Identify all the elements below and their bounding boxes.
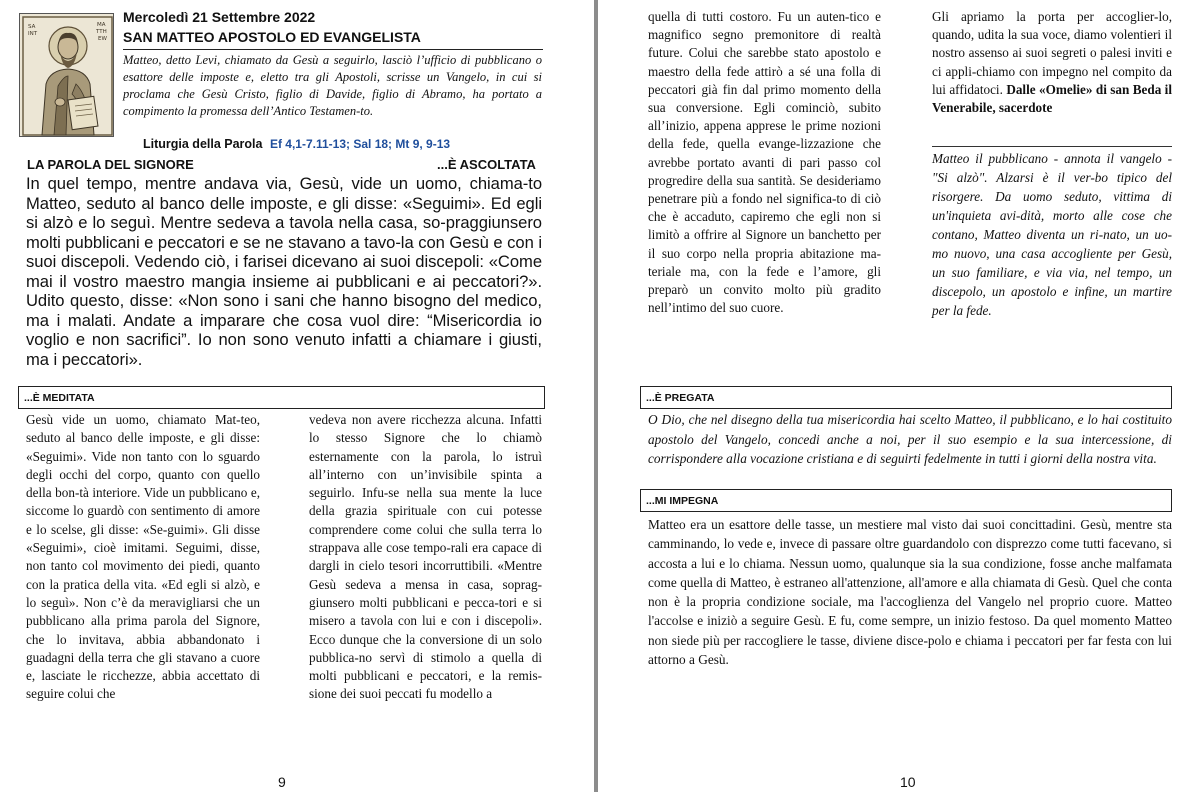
- commitment-section-header: [640, 489, 1172, 512]
- svg-text:MA: MA: [97, 22, 106, 28]
- homily-source: Dalle «Omelie» di san Beda il Venerabile, sacerdote: [932, 81, 1173, 116]
- commitment-text: Matteo era un esattore delle tasse, un mestiere mal visto dai suoi concittadini. Gesù, mentre sta camminando, lo vede e, invece di passare oltre guardandolo con disprezzo come tutti facevano, si accosta a lui e lo chiama. Nessun uomo, qualunque sia la sua condizione, fosse anche malfamata come quella di Matteo, è estraneo all'attenzione, all'amore e alla chiamata di Gesù. Quel che conta non è la propria condizione sociale, ma l'accoglienza del Vangelo nel proprio cuore. Matteo l'accolse e iniziò a seguire Gesù. E fu, come sempre, un inizio festoso. Da quel momento Matteo non siede più per raccogliere le tasse, diviene disce-polo e chiama i peccatori per far festa con lui attorno a Gesù.: [648, 517, 1172, 668]
- meditation-column-2: vedeva non avere ricchezza alcuna. Infatti lo stesso Signore che lo chiamò esternamente con la parola, lo istruì all’interno con un’invisibile spinta a seguirlo. Infu-se nella sua mente la luce della grazia spirituale con cui potesse comprendere come colui che sulla terra lo strappava alle cose tempo-rali era capace di dargli in cielo tesori incorruttibili. «Mentre Gesù sedeva a mensa in casa, soprag-giunsero molti pubblicani e pecca-tori e si misero a tavola con lui e con i discepoli». Ecco dunque che la conversione di un solo pubblica-no servì di stimolo a quella di molti pubblicani e peccatori, e la remis-sione dei suoi peccati fu modello a: [309, 412, 542, 702]
- meditation-column-1: Gesù vide un uomo, chiamato Mat-teo, seduto al banco delle imposte, e gli disse: «Seguimi». Vide non tanto con lo sguardo degli occhi del corpo, quanto con quello della bon-tà interiore. Vide un pubblicano e, siccome lo guardò con sentimento di amore e lo scelse, gli disse: «Se-guimi». Gli disse «Seguimi», cioè imitami. Seguimi, disse, non tanto col movimento dei piedi, quanto con la pratica della vita. «Ed egli si alzò, e lo seguì». Non c’è da meravigliarsi che un pubblicano alla prima parola del Signore, che lo invitava, abbia abbandonato i guadagni della terra che gli stavano a cuore e, lasciate le ricchezze, abbia accettato di seguire colui che: [26, 412, 260, 702]
- prayer-text: O Dio, che nel disegno della tua misericordia hai scelto Matteo, il pubblicano, e lo hai costituito apostolo del Vangelo, concedi anche a noi, per il suo esempio e la sua intercessione, di corrispondere alla vocazione cristiana e di seguirti fedelmente in tutti i giorni della nostra vita.: [648, 412, 1172, 467]
- listened-label: ...È ASCOLTATA: [437, 157, 536, 172]
- svg-text:EW: EW: [98, 36, 107, 42]
- page-number: 9: [278, 774, 286, 790]
- reflection-divider: [932, 146, 1172, 147]
- header-divider: [123, 49, 543, 50]
- commitment-label: ...MI IMPEGNA: [646, 495, 719, 507]
- right-page: [598, 0, 1190, 792]
- meditated-label: ...È MEDITATA: [24, 392, 95, 404]
- liturgy-line: [143, 137, 450, 151]
- homily-column-2: [932, 8, 1172, 117]
- feast-title: SAN MATTEO APOSTOLO ED EVANGELISTA: [123, 29, 421, 45]
- svg-text:INT: INT: [28, 31, 38, 37]
- prayed-label: ...È PREGATA: [646, 392, 715, 404]
- homily-column-1: quella di tutti costoro. Fu un auten-tico e magnifico segno premonitore di realtà future. Colui che sarebbe stato apostolo e maestro della fede attirò a sé una folla di peccatori già fin dal primo momento della sua conversione. Egli cominciò, subito all’inizio, appena apprese le prime nozioni della fede, quella evange-lizzazione che avrebbe portato avanti di pari passo col progredire della sua santità. Se desideriamo penetrare più a fondo nel significa-to di ciò che è accaduto, capiremo che egli non si limitò a offrire al Signore un banchetto per il suo corpo nella propria abitazione ma-teriale ma, con la fede e l’amore, gli preparò un convito molto più gradito nell’intimo del suo cuore.: [648, 9, 881, 316]
- date-heading: Mercoledì 21 Settembre 2022: [123, 9, 316, 25]
- word-of-lord-label: LA PAROLA DEL SIGNORE: [27, 157, 194, 172]
- reflection-text: Matteo il pubblicano - annota il vangelo - "Si alzò". Alzarsi è il ver-bo tipico del risorgere. Da uomo seduto, vittima di un'inquieta avi-dità, morto alle cose che contano, Matteo diventa un ri-nato, un uo-mo nuovo, una casa accogliente per Gesù, un suo familiare, e via via, nel tempo, un discepolo, un apostolo e infine, un martire per la fede.: [932, 151, 1172, 318]
- saint-matthew-icon: [19, 13, 114, 137]
- liturgy-references: Ef 4,1-7.11-13; Sal 18; Mt 9, 9-13: [269, 137, 451, 151]
- page-number: 10: [900, 774, 916, 790]
- left-page: [0, 0, 594, 792]
- liturgy-label: Liturgia della Parola: [143, 137, 263, 151]
- svg-text:TTH: TTH: [96, 29, 107, 35]
- gospel-text: In quel tempo, mentre andava via, Gesù, vide un uomo, chiama-to Matteo, seduto al banco delle imposte, e gli disse: «Seguimi». Ed egli si alzò e lo seguì. Mentre sedeva a tavola nella casa, so-praggiunsero molti pubblicani e peccatori e se ne stavano a tavo-la con Gesù e con i suoi discepoli. Vedendo ciò, i farisei dicevano ai suoi discepoli: «Come mai il vostro maestro mangia insieme ai pubblicani e ai peccatori?». Udito questo, disse: «Non sono i sani che hanno bisogno del medico, ma i malati. Andate a imparare che cosa vuol dire: “Misericordia io voglio e non sacrifici”. Io non sono venuto infatti a chiamare i giusti, ma i peccatori».: [26, 174, 542, 369]
- homily-column-2-text: Gli apriamo la porta per accoglier-lo, quando, udita la sua voce, diamo volentieri il nostro assenso ai suoi segreti o palesi inviti e ci appli-chiamo con impegno nel compito da lui affidatoci.: [932, 9, 1172, 97]
- prayed-section-header: [640, 386, 1172, 409]
- svg-text:SA: SA: [28, 24, 36, 30]
- meditated-section-header: [18, 386, 545, 409]
- saint-intro: Matteo, detto Levi, chiamato da Gesù a seguirlo, lasciò l’ufficio di pubblicano o esattore delle imposte e, eletto tra gli Apostoli, scrisse un Vangelo, in cui si proclama che Gesù Cristo, figlio di Davide, figlio di Abramo, ha portato a compimento la promessa dell’Antico Testamen-to.: [123, 53, 542, 118]
